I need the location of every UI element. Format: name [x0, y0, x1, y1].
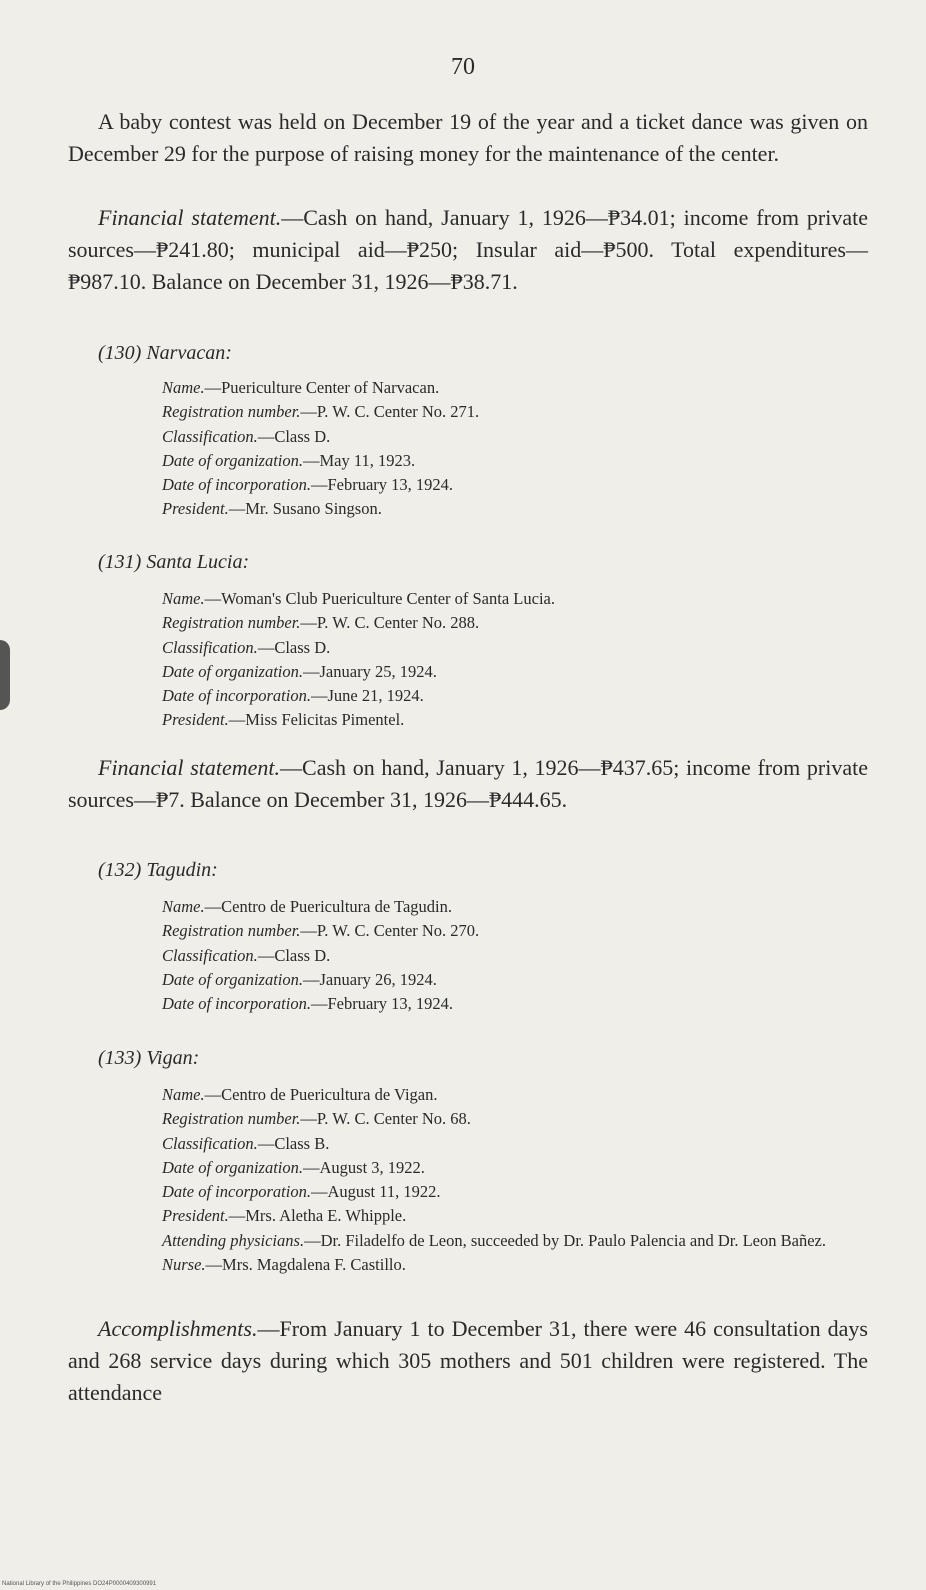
row-label: Registration number. [162, 613, 301, 633]
row-value: —Centro de Puericultura de Tagudin. [204, 897, 452, 916]
row-value: —Centro de Puericultura de Vigan. [204, 1085, 438, 1104]
row-label: Classification. [162, 637, 258, 657]
entry-row [162, 895, 862, 919]
row-value: —Puericulture Center of Narvacan. [204, 378, 440, 397]
financial-statement-label: Financial statement. [98, 755, 281, 780]
row-value: —February 13, 1924. [310, 994, 454, 1014]
entry-santa-lucia [162, 587, 862, 733]
entry-row [162, 992, 862, 1016]
entry-row [162, 684, 862, 708]
row-label: Date of organization. [162, 969, 304, 989]
row-value: —January 25, 1924. [303, 661, 437, 681]
entry-row [162, 376, 862, 400]
row-value: —P. W. C. Center No. 271. [300, 402, 480, 422]
row-value: —Class B. [257, 1133, 330, 1153]
row-label: Registration number. [162, 921, 301, 941]
row-value: —August 11, 1922. [310, 1182, 441, 1202]
row-label: Date of incorporation. [162, 686, 311, 706]
section-number: (131) [98, 551, 142, 573]
entry-row [162, 1253, 862, 1277]
accomplishments-text: —From January 1 to December 31, there were 46 consultation days and 268 service days during which 305 mothers and 501 children were registered. The attendance [68, 1316, 868, 1405]
financial-statement-label: Financial statement. [98, 205, 282, 230]
section-name: Narvacan: [146, 342, 232, 364]
entry-row [162, 944, 862, 968]
row-label: Registration number. [162, 402, 301, 422]
entry-row [162, 919, 862, 943]
row-value: —June 21, 1924. [310, 686, 424, 706]
entry-row [162, 1083, 862, 1107]
entry-row [162, 611, 862, 635]
row-value: —February 13, 1924. [310, 475, 454, 495]
entry-row [162, 1229, 862, 1253]
accomplishments-label: Accomplishments. [98, 1316, 258, 1341]
entry-row [162, 636, 862, 660]
row-value: —Miss Felicitas Pimentel. [228, 710, 405, 730]
entry-row [162, 1107, 862, 1131]
row-value: —P. W. C. Center No. 288. [300, 613, 480, 633]
entry-row [162, 968, 862, 992]
row-value: —Dr. Filadelfo de Leon, succeeded by Dr. Paulo Palencia and Dr. Leon Bañez. [304, 1230, 826, 1250]
entry-row [162, 708, 862, 732]
row-value: —January 26, 1924. [303, 969, 437, 989]
row-value: —P. W. C. Center No. 270. [300, 921, 480, 941]
row-value: —Mrs. Aletha E. Whipple. [228, 1206, 407, 1226]
scan-footer: National Library of the Philippines DO24P0000409300991 [2, 1581, 157, 1587]
row-label: Date of incorporation. [162, 994, 311, 1014]
row-label: Classification. [162, 945, 258, 965]
entry-row [162, 449, 862, 473]
financial-statement-1 [68, 202, 868, 298]
entry-narvacan [162, 376, 862, 522]
entry-row [162, 587, 862, 611]
row-label: Registration number. [162, 1109, 301, 1129]
entry-row [162, 660, 862, 684]
section-heading-133 [98, 1047, 199, 1070]
entry-row [162, 473, 862, 497]
entry-row [162, 1156, 862, 1180]
entry-tagudin [162, 895, 862, 1016]
section-name: Vigan: [146, 1047, 200, 1069]
row-label: Name. [162, 378, 205, 397]
row-label: Date of organization. [162, 450, 304, 470]
row-label: Name. [162, 1085, 205, 1104]
row-label: Date of incorporation. [162, 1182, 311, 1202]
row-value: —Mrs. Magdalena F. Castillo. [205, 1255, 406, 1275]
financial-statement-text: —Cash on hand, January 1, 1926—₱34.01; income from private sources—₱241.80; municipal aid—₱250; Insular aid—₱500. Total expenditures—₱987.10. Balance on December 31, 1926—₱38.71. [68, 205, 868, 294]
row-label: Classification. [162, 1133, 258, 1153]
row-label: Name. [162, 589, 205, 608]
row-value: —Mr. Susano Singson. [228, 499, 382, 519]
entry-row [162, 1132, 862, 1156]
entry-row [162, 425, 862, 449]
entry-row [162, 497, 862, 521]
row-value: —August 3, 1922. [303, 1157, 425, 1177]
row-label: President. [162, 710, 229, 730]
row-value: —P. W. C. Center No. 68. [300, 1109, 471, 1129]
row-value: —May 11, 1923. [303, 450, 416, 470]
row-label: Name. [162, 897, 205, 916]
entry-row [162, 400, 862, 424]
entry-row [162, 1204, 862, 1228]
row-label: Date of organization. [162, 1157, 304, 1177]
intro-paragraph: A baby contest was held on December 19 of the year and a ticket dance was given on December 29 for the purpose of raising money for the maintenance of the center. [68, 109, 868, 166]
entry-vigan [162, 1083, 862, 1277]
financial-statement-text: —Cash on hand, January 1, 1926—₱437.65; income from private sources—₱7. Balance on December 31, 1926—₱444.65. [68, 755, 868, 812]
section-heading-132 [98, 859, 218, 882]
section-name: Tagudin: [146, 859, 218, 881]
entry-row [162, 1180, 862, 1204]
row-label: President. [162, 1206, 229, 1226]
row-label: Date of incorporation. [162, 475, 311, 495]
row-value: —Woman's Club Puericulture Center of Santa Lucia. [204, 589, 555, 608]
section-name: Santa Lucia: [146, 551, 250, 573]
section-number: (133) [98, 1047, 142, 1069]
scan-edge-shadow [0, 640, 10, 710]
page-number: 70 [451, 54, 475, 80]
row-label: President. [162, 499, 229, 519]
accomplishments-paragraph [68, 1313, 868, 1409]
section-heading-130 [98, 342, 232, 365]
row-label: Attending physicians. [162, 1230, 305, 1250]
row-label: Nurse. [162, 1255, 206, 1275]
section-number: (132) [98, 859, 142, 881]
row-value: —Class D. [257, 637, 331, 657]
section-heading-131 [98, 551, 249, 574]
row-value: —Class D. [257, 426, 331, 446]
section-number: (130) [98, 342, 142, 364]
row-value: —Class D. [257, 945, 331, 965]
row-label: Date of organization. [162, 661, 304, 681]
row-label: Classification. [162, 426, 258, 446]
financial-statement-2 [68, 752, 868, 816]
